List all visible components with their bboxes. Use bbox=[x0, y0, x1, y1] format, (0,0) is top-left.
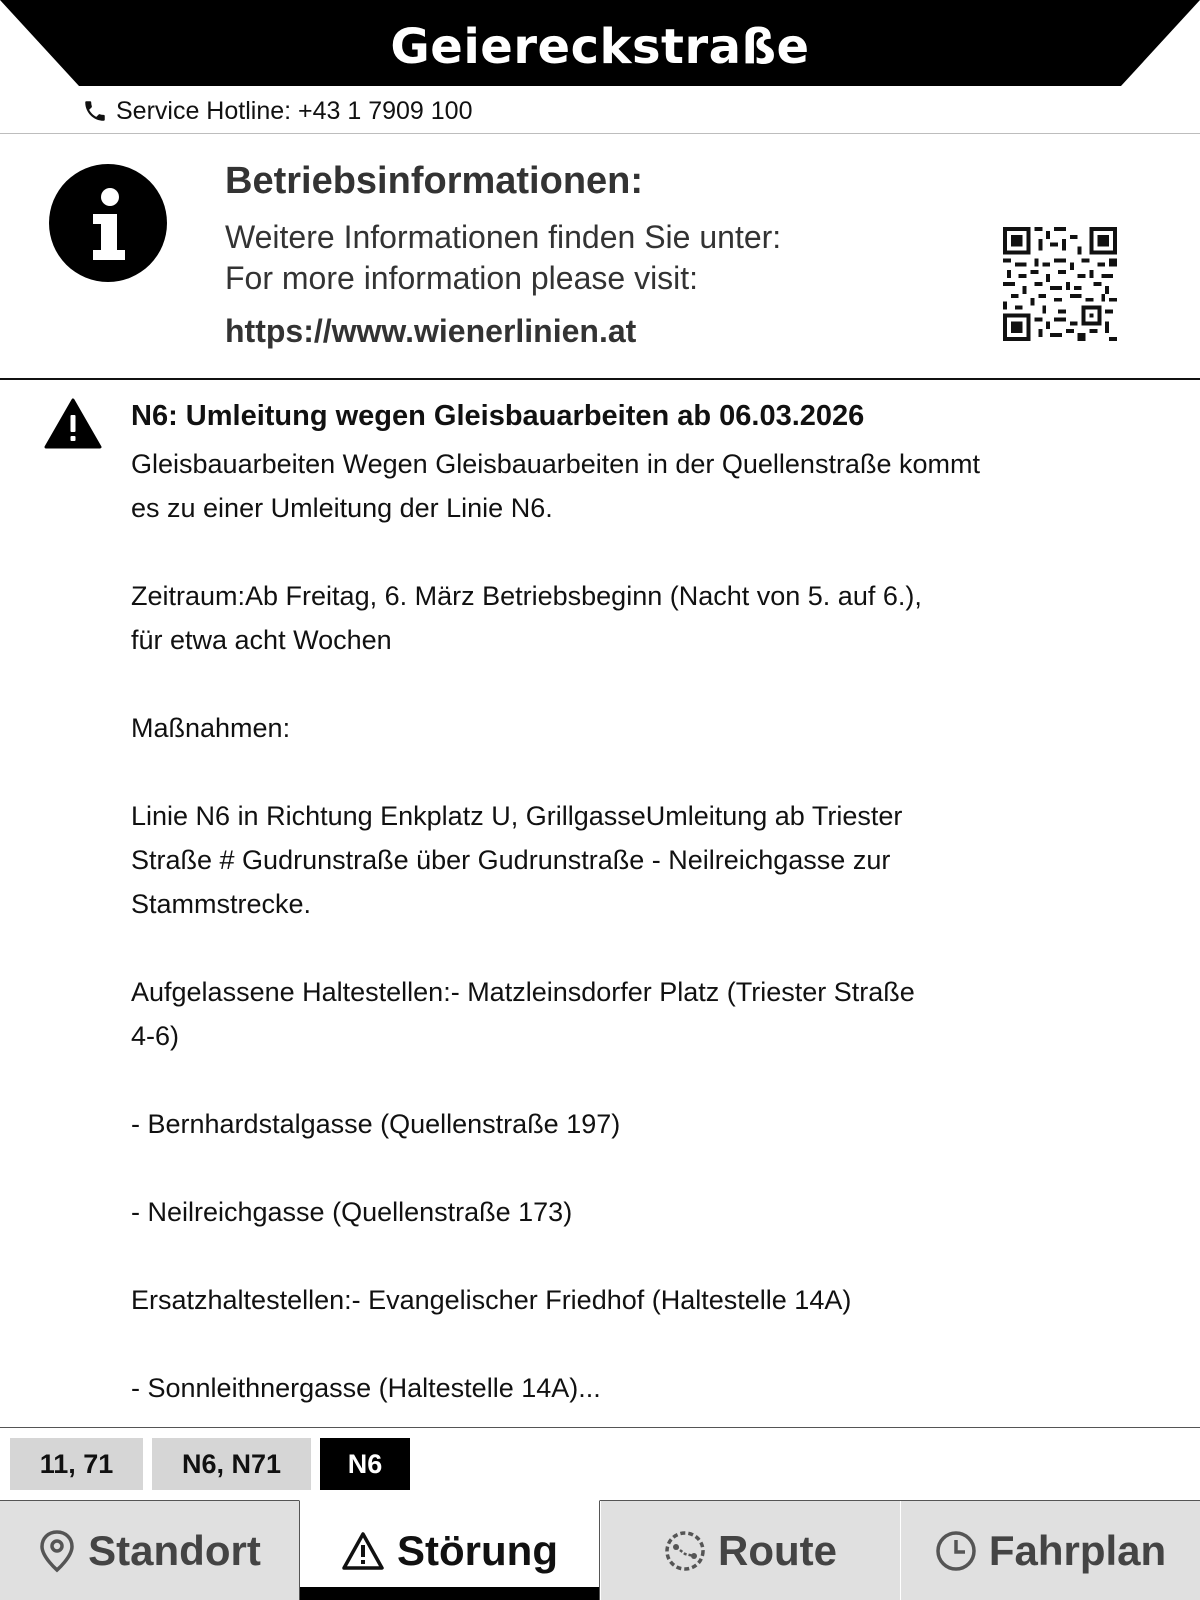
line-chips bbox=[10, 1438, 410, 1490]
station-title: Geiereckstraße bbox=[390, 19, 810, 75]
hotline-text: Service Hotline: +43 1 7909 100 bbox=[116, 96, 473, 125]
location-pin-icon bbox=[38, 1529, 76, 1573]
disruption-paragraph: Ersatzhaltestellen:- Evangelischer Friedhof (Haltestelle 14A) bbox=[131, 1285, 852, 1315]
disruption-paragraph: - Neilreichgasse (Quellenstraße 173) bbox=[131, 1197, 573, 1227]
tab-label: Fahrplan bbox=[988, 1527, 1167, 1574]
clock-icon bbox=[935, 1530, 977, 1572]
tab-fahrplan[interactable] bbox=[900, 1501, 1200, 1600]
disruption-paragraph: Linie N6 in Richtung Enkplatz U, GrillgasseUmleitung ab Triester Straße # Gudrunstraße über Gudrunstraße - Neilreichgasse zur Stammstrecke. bbox=[131, 801, 903, 919]
tab-route[interactable] bbox=[600, 1501, 900, 1600]
info-url-link[interactable]: https://www.wienerlinien.at bbox=[225, 313, 637, 349]
disruption-paragraph: Aufgelassene Haltestellen:- Matzleinsdorfer Platz (Triester Straße 4-6) bbox=[131, 977, 915, 1051]
divider bbox=[0, 133, 1200, 134]
warning-icon bbox=[341, 1531, 385, 1571]
line-chip-n6[interactable]: N6 bbox=[320, 1438, 410, 1490]
info-text-de: Weitere Informationen finden Sie unter: bbox=[225, 219, 782, 255]
disruption-paragraph: - Sonnleithnergasse (Haltestelle 14A)... bbox=[131, 1373, 601, 1403]
tab-label: Störung bbox=[397, 1527, 558, 1574]
line-chip-n6-n71[interactable]: N6, N71 bbox=[152, 1438, 311, 1490]
divider bbox=[0, 378, 1200, 380]
qr-code bbox=[1003, 227, 1117, 341]
warning-icon bbox=[44, 398, 102, 450]
bottom-tab-bar bbox=[0, 1500, 1200, 1600]
disruption-paragraph: Gleisbauarbeiten Wegen Gleisbauarbeiten in der Quellenstraße kommt es zu einer Umleitung der Linie N6. bbox=[131, 449, 980, 523]
service-hotline bbox=[82, 94, 473, 128]
info-title: Betriebsinformationen: bbox=[225, 160, 644, 202]
header-bar bbox=[0, 0, 1200, 86]
route-icon bbox=[664, 1530, 706, 1572]
disruption-body bbox=[131, 442, 1091, 1454]
info-text-en: For more information please visit: bbox=[225, 260, 699, 296]
disruption-title: N6: Umleitung wegen Gleisbauarbeiten ab 06.03.2026 bbox=[131, 400, 865, 432]
disruption-paragraph: Maßnahmen: bbox=[131, 713, 291, 743]
divider bbox=[0, 1427, 1200, 1428]
disruption-paragraph: - Bernhardstalgasse (Quellenstraße 197) bbox=[131, 1109, 621, 1139]
disruption-paragraph: Zeitraum:Ab Freitag, 6. März Betriebsbeginn (Nacht von 5. auf 6.), für etwa acht Wochen bbox=[131, 581, 922, 655]
tab-label: Route bbox=[718, 1527, 837, 1574]
line-chip-11-71[interactable]: 11, 71 bbox=[10, 1438, 143, 1490]
tab-stoerung[interactable] bbox=[299, 1500, 600, 1600]
info-icon bbox=[49, 164, 167, 282]
tab-label: Standort bbox=[88, 1527, 261, 1574]
tab-standort[interactable] bbox=[0, 1501, 299, 1600]
phone-icon bbox=[82, 98, 108, 124]
